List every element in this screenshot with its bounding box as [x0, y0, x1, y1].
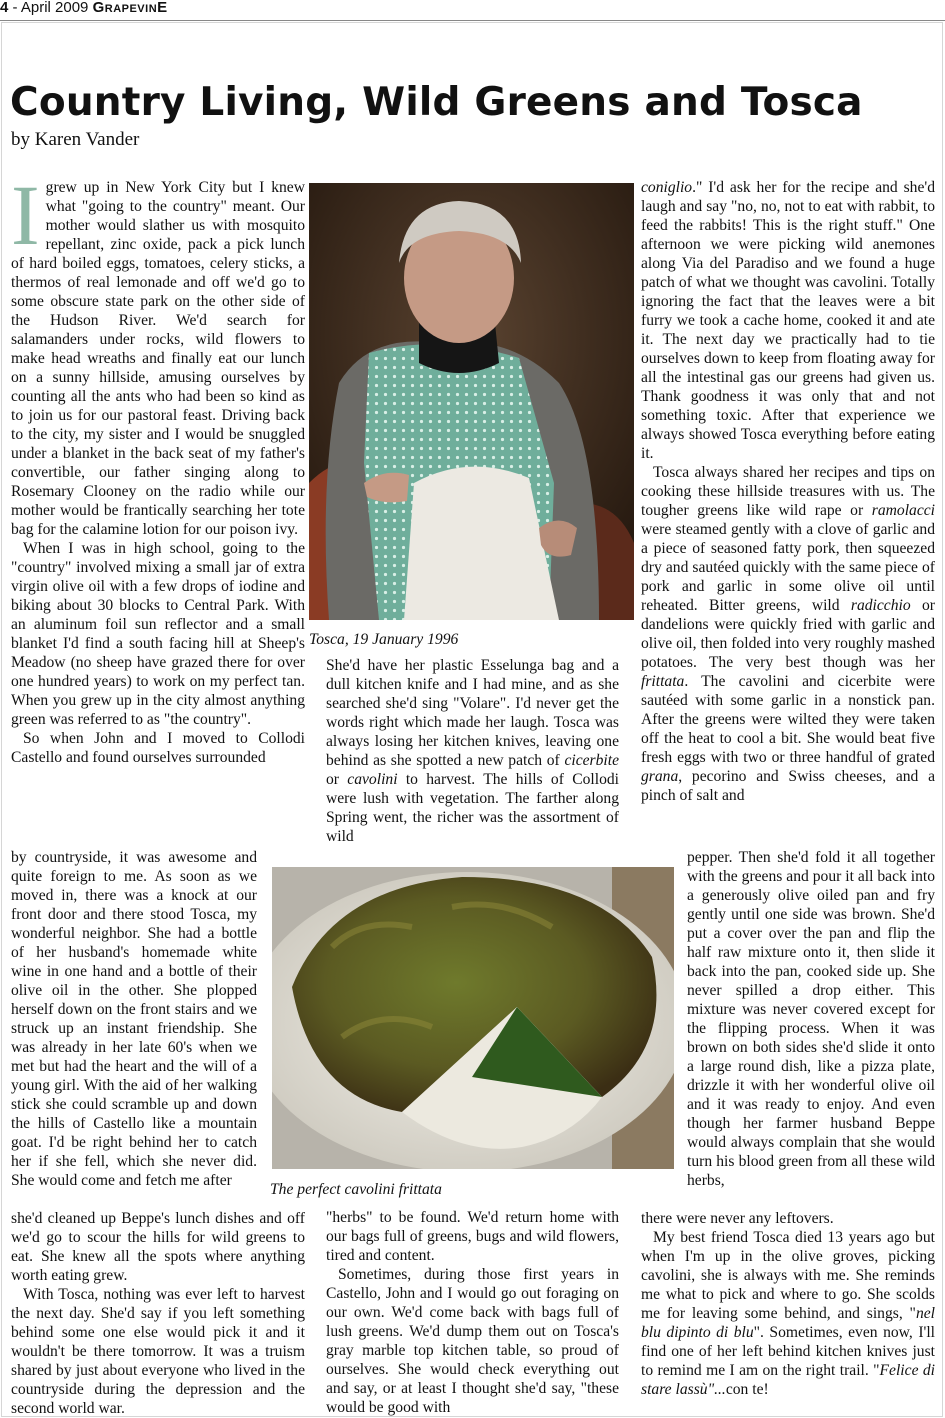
italic-term: cicerbite — [564, 752, 619, 769]
tosca-photo-caption: Tosca, 19 January 1996 — [309, 631, 459, 648]
italic-term: Felice di stare lassù"... — [641, 1362, 935, 1398]
drop-cap: I — [11, 167, 40, 263]
paragraph: When I was in high school, going to the "country" involved mixing a small jar of extra virgin olive oil with a few drops of iodine and biking about 30 blocks to Central Park. With an aluminum foil sun reflector and a small blanket I'd find a south facing hill at Sheep's Meadow (no sheep have grazed there for over one hundred years) to work on my perfect tan. When you grew up in the city almost anything green was referred to as "the country". — [11, 540, 305, 728]
column-1-wrap — [11, 848, 257, 1190]
column-2-top — [326, 656, 619, 846]
italic-term: coniglio — [641, 179, 693, 196]
article-title: Country Living, Wild Greens and Tosca — [10, 80, 863, 125]
paragraph-text: to harvest. The hills of Collodi were lush with vegetation. The farther along Spring went, the richer was the assortment of wild — [326, 771, 619, 845]
italic-term: frittata — [641, 673, 685, 690]
tosca-photo — [309, 183, 634, 620]
article-byline: by Karen Vander — [11, 129, 140, 150]
paragraph — [641, 1228, 935, 1399]
column-3 — [641, 178, 935, 805]
issue-date: April 2009 — [20, 0, 89, 16]
italic-term: radicchio — [850, 597, 911, 614]
paragraph: With Tosca, nothing was ever left to harvest the next day. She'd say if you left something behind some one else would pick it and it wouldn't be there tomorrow. It was a truism shared by just about everyone who lived in the countryside during the depression and the second world war. — [11, 1286, 305, 1417]
paragraph-text: con te! — [725, 1381, 769, 1398]
paragraph — [326, 656, 619, 846]
paragraph-text: , pecorino and Swiss cheeses, and a pinch of salt and — [641, 768, 935, 804]
paragraph-text: She'd have her plastic Esselunga bag and a dull kitchen knife and I had mine, and as she searched she'd sing "Volare". I'd never get the words right which made her laugh. Tosca was always losing her kitchen knives, leaving one behind as she spotted a new patch of — [326, 657, 619, 769]
paragraph-text: ." I'd ask her for the recipe and she'd laugh and say "no, no, not to eat with rabbit, to feed the rabbits! This is the right stuff." One afternoon we were picking wild anemones along Via del Paradiso and we found a huge patch of what we thought was cavolini. Totally ignoring the fact that the leaves were a bit furry we took a cache home, cooked it and ate it. The next day we practically had to tie ourselves down to keep from floating away for all the intestinal gas our greens had given us. Thank goodness it was only that and not something toxic. After that experience we always showed Tosca everything before eating it. — [641, 179, 935, 462]
column-3-wrap — [687, 848, 935, 1190]
italic-term: grana — [641, 768, 679, 785]
paragraph: "herbs" to be found. We'd return home with our bags full of greens, bugs and wild flowers, tired and content. — [326, 1209, 619, 1264]
header-separator: - — [8, 0, 21, 16]
paragraph — [11, 167, 305, 539]
column-1-bottom — [11, 1209, 305, 1418]
paragraph-text: or dandelions were quickly fried with garlic and olive oil, then folded into very roughly mashed potatoes. The very best though was her — [641, 597, 935, 671]
italic-term: nel blu dipinto di blu — [641, 1305, 935, 1341]
paragraph-text: were steamed gently with a clove of garlic and a piece of seasoned fatty pork, then squeezed dry and sautéed quickly with the same piece of pork and garlic in some olive oil until reheated. Bitter greens, wild — [641, 521, 935, 614]
column-3-bottom — [641, 1209, 935, 1399]
paragraph — [641, 463, 935, 805]
paragraph-text: Tosca always shared her recipes and tips on cooking these hillside treasures with us. The tougher greens like wild rape or — [641, 464, 935, 519]
italic-term: cavolini — [347, 771, 398, 788]
header-rule — [0, 20, 945, 21]
tosca-portrait-image — [309, 183, 634, 620]
column-1 — [11, 167, 305, 767]
column-2-bottom — [326, 1208, 619, 1417]
frittata-photo — [272, 867, 674, 1169]
paragraph-text: ". Sometimes, even now, I'll find one of her left behind kitchen knives just to remind me I am on the right trail. " — [641, 1324, 935, 1379]
paragraph: she'd cleaned up Beppe's lunch dishes and off we'd go to scour the hills for wild greens to eat. She knew all the spots where anything worth eating grew. — [11, 1210, 305, 1284]
page-number: 4 — [0, 0, 9, 16]
paragraph-text: My best friend Tosca died 13 years ago but when I'm up in the olive groves, picking cavolini, she is always with me. She reminds me what to pick and where to go. She scolds me for leaving some behind, and sings, " — [641, 1229, 935, 1322]
publication-name: GrapevinE — [92, 0, 168, 16]
paragraph: So when John and I moved to Collodi Castello and found ourselves surrounded — [11, 730, 305, 766]
frittata-image — [272, 867, 674, 1169]
paragraph-text: grew up in New York City but I knew what "going to the country" meant. Our mother would slather us with mosquito repellant, zinc oxide, pack a pick lunch of hard boiled eggs, tomatoes, celery sticks, a thermos of real lemonade and off we'd go to some obscure state park on the other side of the Hudson River. We'd search for salamanders under rocks, wild flowers to make head wreaths and finally eat our lunch on a sunny hillside, amusing ourselves by counting all the ants who had been so kind as to join us for our pastoral feast. Driving back to the city, my sister and I would be snuggled under a blanket in the back seat of my father's convertible, our father singing along to Rosemary Clooney on the radio while our mother would be frantically searching her tote bag for the calamine lotion for our poison ivy. — [11, 179, 305, 538]
frittata-photo-caption: The perfect cavolini frittata — [270, 1181, 442, 1198]
page-header — [0, 0, 945, 18]
paragraph — [641, 178, 935, 463]
paragraph-text: . The cavolini and cicerbite were sautéed with some garlic in a nonstick pan. After the greens were wilted they were taken off the heat to cool a bit. She would beat five fresh eggs with two or three handful of grated — [641, 673, 935, 766]
italic-term: ramolacci — [871, 502, 935, 519]
paragraph: pepper. Then she'd fold it all together with the greens and pour it all back into a generously olive oiled pan and fry gently until one side was brown. She'd put a cover over the pan and flip the half raw mixture onto it, then slide it back into the pan, cooked side up. She never spilled a drop either. This mixture was never covered except for the flipping process. When it was brown on both sides she'd slide it onto a large round dish, like a pizza plate, drizzle it with her wonderful olive oil and it was ready to enjoy. And even though her farmer husband Beppe would always complain that she would turn his blood green from all these wild herbs, — [687, 849, 935, 1189]
paragraph: by countryside, it was awesome and quite foreign to me. As soon as we moved in, there was a knock at our front door and there stood Tosca, my wonderful neighbor. She had a bottle of her husband's homemade white wine in one hand and a bottle of their olive oil in the other. She plopped herself down on the front stairs and we struck up an instant friendship. She was already in her late 60's when we met but had the heart and the will of a young girl. With the aid of her walking stick she could scramble up and down the hills of Castello like a mountain goat. I'd be right behind her to catch her if she fell, which she never did. She would come and fetch me after — [11, 849, 257, 1189]
paragraph-text: or — [326, 771, 348, 788]
paragraph: there were never any leftovers. — [641, 1210, 834, 1227]
paragraph: Sometimes, during those first years in Castello, John and I would go out foraging on our own. We'd come back with bags full of lush greens. We'd dump them out on Tosca's gray marble top kitchen table, so proud of ourselves. She would check everything out and say, or at least I thought she'd say, "these would be good with — [326, 1266, 619, 1416]
